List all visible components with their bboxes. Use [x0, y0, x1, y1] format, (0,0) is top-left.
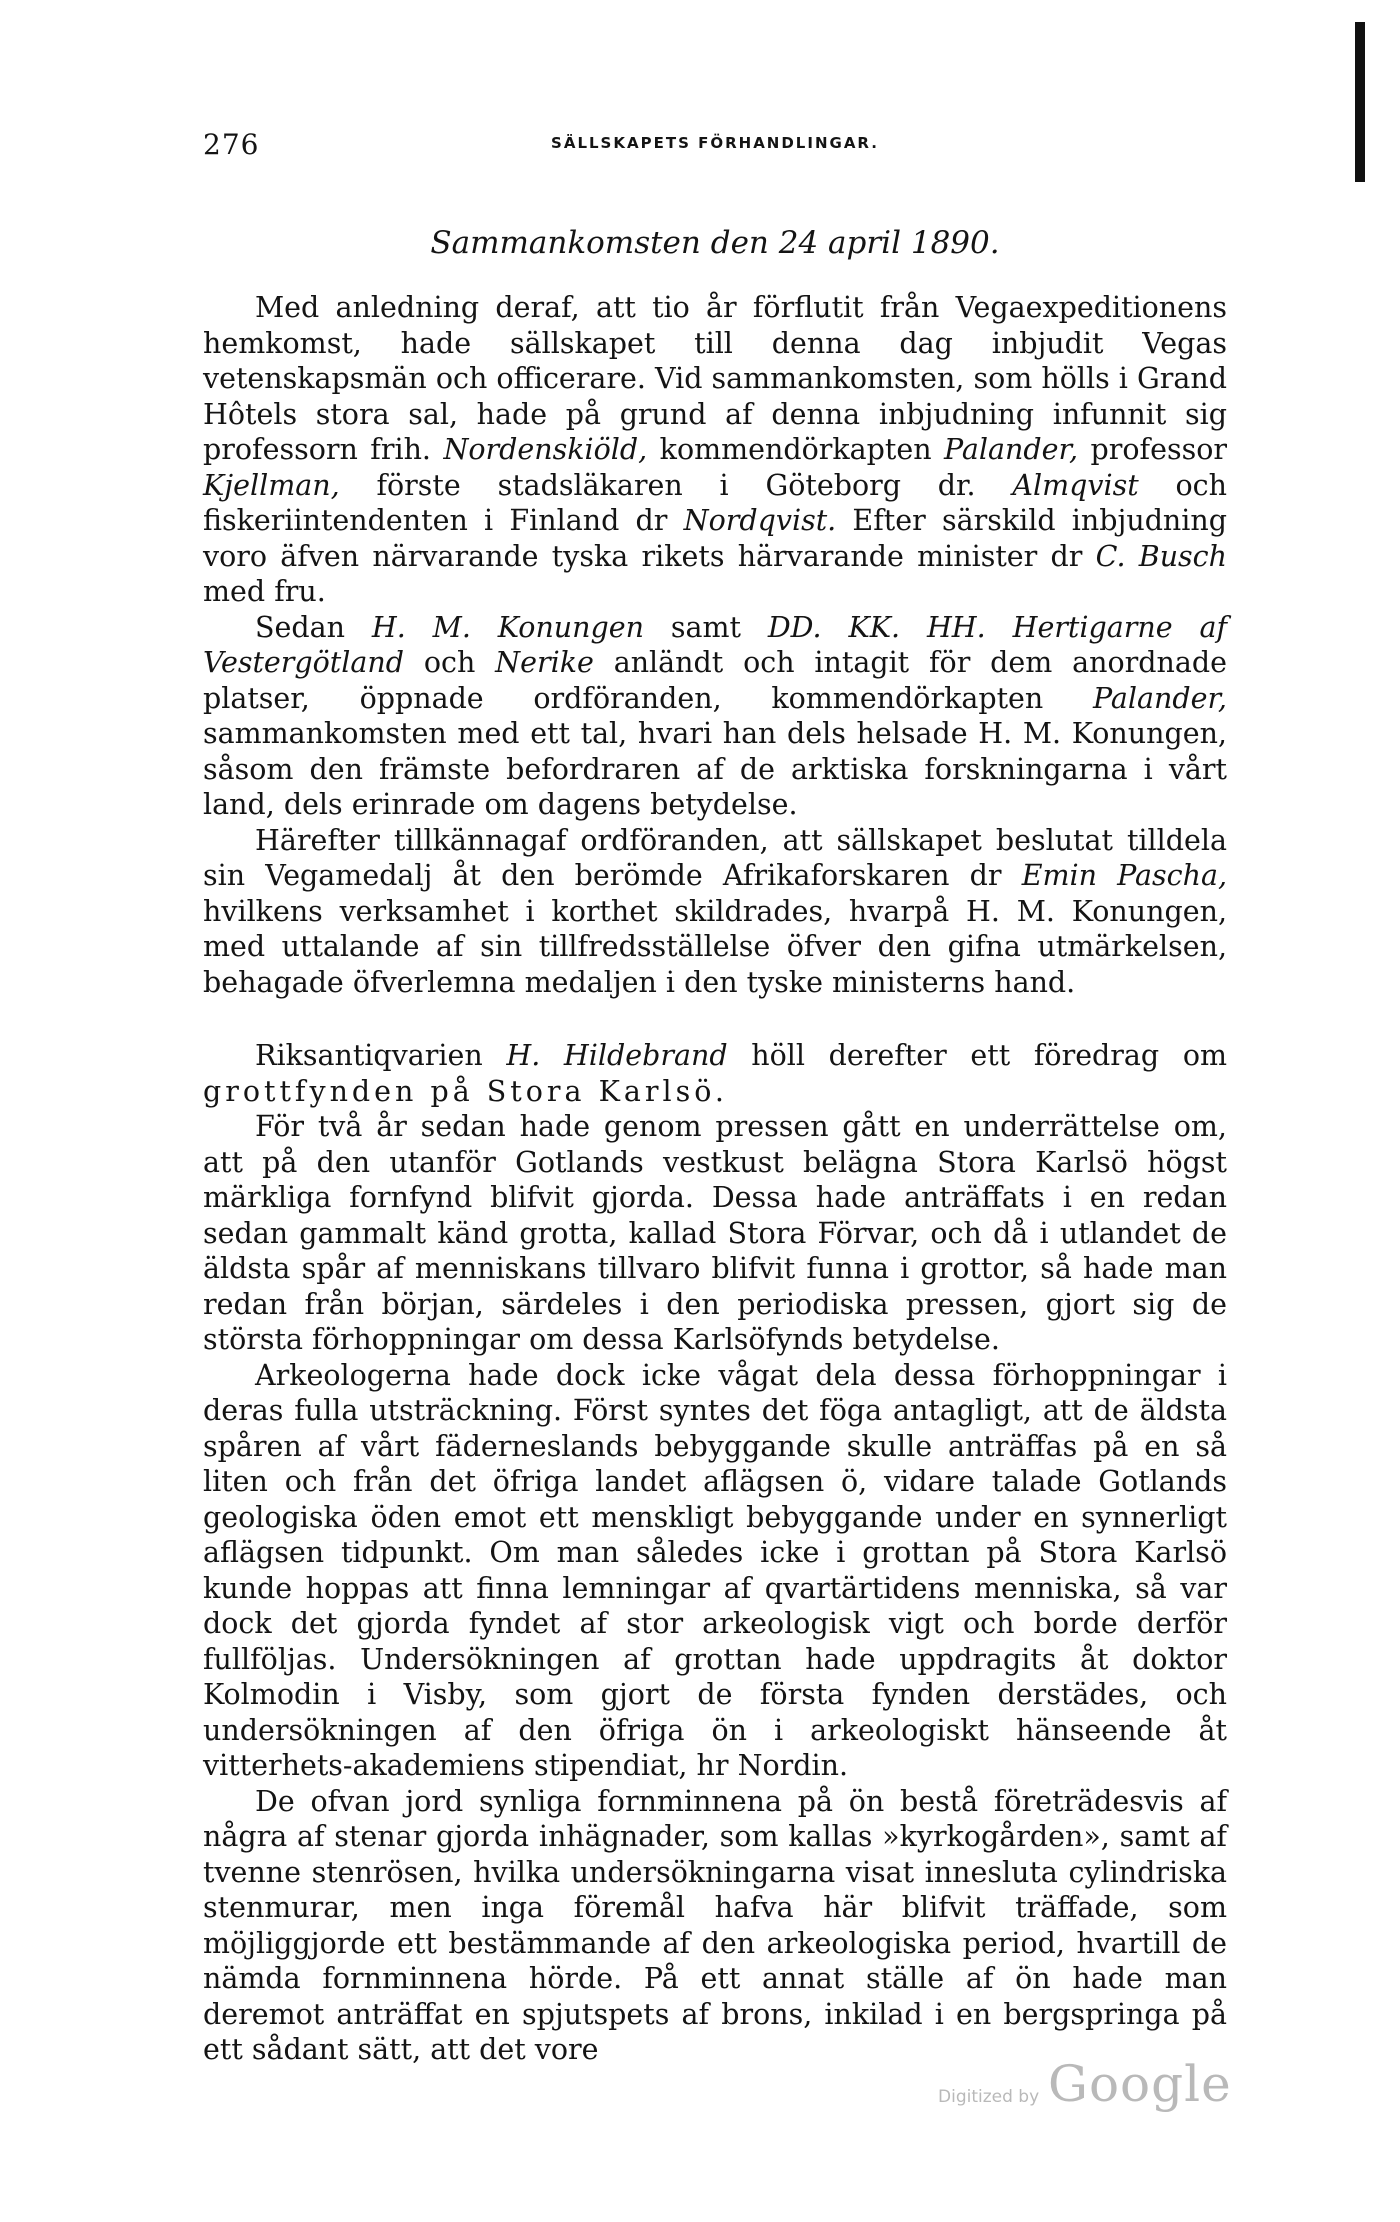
- name-nerike: Nerike: [495, 646, 594, 679]
- paragraph-3: Härefter tillkännagaf ordföranden, att sällskapet beslutat tilldela sin Vegamedalj åt den berömde Afrikaforskaren dr Emin Pascha, hvilkens verksamhet i korthet skildrades, hvarpå H. M. Konungen, med uttalande af sin tillfredsställelse öfver den gifna utmärkelsen, behagade öfverlemna medaljen i den tyske ministerns hand.: [203, 823, 1228, 999]
- body-text: [203, 290, 1227, 2068]
- name-almqvist: Almqvist: [1012, 468, 1139, 502]
- paragraph-7: De ofvan jord synliga fornminnena på ön bestå företrädesvis af några af stenar gjorda inhägnader, som kallas »kyrkogården», samt af tvenne stenrösen, hvilka undersökningarna visat innesluta cylindriska stenmurar, men inga föremål hafva här blifvit träffade, som möjliggjorde ett bestämmande af den arkeologiska period, hvartill de nämda fornminnena hörde. På ett annat ställe af ön hade man deremot anträffat en spjutspets af brons, inkilad i en bergspringa på ett sådant sätt, att det vore: [203, 1784, 1227, 2066]
- page-header: [203, 128, 1227, 168]
- section-title: Sammankomsten den 24 april 1890.: [430, 225, 1000, 261]
- paragraph-5: För två år sedan hade genom pressen gått en underrättelse om, att på den utanför Gotlands vestkust belägna Stora Karlsö högst märkliga fornfynd blifvit gjorda. Dessa hade anträffats i en redan sedan gammalt känd grotta, kallad Stora Förvar, och då i utlandet de äldsta spår af menniskans tillvaro blifvit funna i grottor, så hade man redan från början, särdeles i den periodiska pressen, gjort sig de största förhoppningar om dessa Karlsöfynds betydelse.: [203, 1110, 1227, 1356]
- name-nordqvist: Nordqvist.: [683, 504, 837, 537]
- name-hildebrand: H. Hildebrand: [506, 1039, 728, 1072]
- paragraph-2: Sedan H. M. Konungen samt DD. KK. HH. Hertigarne af Vestergötland och Nerike anländt och intagit för dem anordnade platser, öppnade ordföranden, kommendörkapten Palander, sammankomsten med ett tal, hvari han dels helsade H. M. Konungen, såsom den främste befordraren af de arktiska forskningarna i vårt land, dels erinrade om dagens betydelse.: [203, 610, 1227, 821]
- watermark-digitized: Digitized by: [938, 2087, 1040, 2107]
- google-watermark: [938, 2055, 1232, 2125]
- running-head: SÄLLSKAPETS FÖRHANDLINGAR.: [551, 134, 879, 152]
- name-emin-pascha: Emin Pascha,: [1021, 859, 1228, 892]
- name-palander-2: Palander,: [1092, 681, 1227, 715]
- google-logo: Google: [1048, 2055, 1232, 2113]
- name-konungen: H. M. Konungen: [371, 610, 644, 644]
- paragraph-6: Arkeologerna hade dock icke vågat dela dessa förhoppningar i deras fulla utsträckning. Först syntes det föga antagligt, att de äldsta spåren af vårt fäderneslands bebyggande skulle anträffas på en så liten och från det öfriga landet aflägsen ö, vidare talade Gotlands geologiska öden emot ett menskligt bebyggande under en synnerligt aflägsen tidpunkt. Om man således icke i grottan på Stora Karlsö kunde hoppas att finna lemningar af qvartärtidens menniska, så var dock det gjorda fyndet af stor arkeologisk vigt och borde derför fullföljas. Undersökningen af grottan hade uppdragits åt doktor Kolmodin i Visby, som gjort de första fynden derstädes, och undersökningen af den öfriga ön i arkeologiskt hänseende åt vitterhets-akademiens stipendiat, hr Nordin.: [203, 1358, 1227, 1782]
- scan-edge-bar: [1355, 22, 1365, 182]
- name-palander: Palander,: [944, 433, 1079, 466]
- name-busch: C. Busch: [1095, 539, 1227, 573]
- paragraph-4: Riksantiqvarien H. Hildebrand höll derefter ett föredrag om grottfynden på Stora Karlsö.: [203, 1039, 1228, 1108]
- name-kjellman: Kjellman,: [203, 468, 340, 502]
- lecture-topic: grottfynden på Stora Karlsö.: [203, 1074, 728, 1108]
- paragraph-1: Med anledning deraf, att tio år förflutit från Vegaexpeditionens hemkomst, hade sällskapet till denna dag inbjudit Vegas vetenskapsmän och officerare. Vid sammankomsten, som hölls i Grand Hôtels stora sal, hade på grund af denna inbjudning infunnit sig professorn frih. Nordenskiöld, kommendörkapten Palander, professor Kjellman, förste stadsläkaren i Göteborg dr. Almqvist och fiskeriintendenten i Finland dr Nordqvist. Efter särskild inbjudning voro äfven närvarande tyska rikets härvarande minister dr C. Busch med fru.: [203, 291, 1228, 608]
- name-nordenskiold: Nordenskiöld,: [443, 433, 648, 466]
- page-number: 276: [203, 128, 260, 161]
- name-hertigarne: DD. KK. HH. Hertigarne af Vestergötland: [203, 610, 1227, 679]
